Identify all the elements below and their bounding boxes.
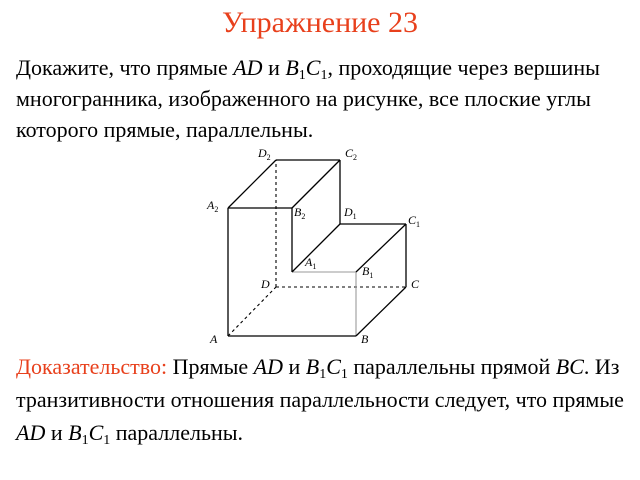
slide-title: Упражнение 23	[222, 6, 418, 39]
edge-d2-a2	[228, 160, 276, 208]
vertex-label-a: A	[210, 332, 218, 346]
proof-text: Доказательство: Прямые AD и $B_1C_1$ параллельны прямой BC. Из транзитивности отношения параллельности следует, что прямые AD и $B_1C_1$ параллельны.	[16, 354, 624, 448]
hidden-edges	[228, 160, 406, 336]
vertex-label-d2: $D_2$	[258, 146, 271, 162]
vertex-label-a2: $A_2$	[207, 198, 219, 214]
vertex-label-c1: $C_1$	[408, 213, 421, 229]
edge-c2-b2	[292, 160, 340, 208]
proof-label: Доказательство:	[16, 354, 168, 379]
vertex-label-d1: $D_1$	[344, 205, 357, 221]
vertex-label-b2: $B_2$	[294, 205, 306, 221]
vertex-label-a1: $A_1$	[305, 255, 317, 271]
vertex-label-c2: $C_2$	[345, 146, 358, 162]
visible-edges	[228, 160, 406, 336]
problem-statement: Докажите, что прямые AD и $B_1C_1$, проходящие через вершины многогранника, изображенного на рисунке, все плоские углы которого прямые, параллельны.	[16, 55, 600, 142]
vertex-label-c: C	[411, 277, 420, 291]
vertex-label-d: D	[261, 277, 270, 291]
grey-edges	[292, 272, 356, 336]
vertex-label-b1: $B_1$	[362, 264, 374, 280]
edge-a-d	[228, 287, 276, 336]
edge-c-b	[356, 287, 406, 336]
vertex-label-b: B	[361, 332, 369, 346]
